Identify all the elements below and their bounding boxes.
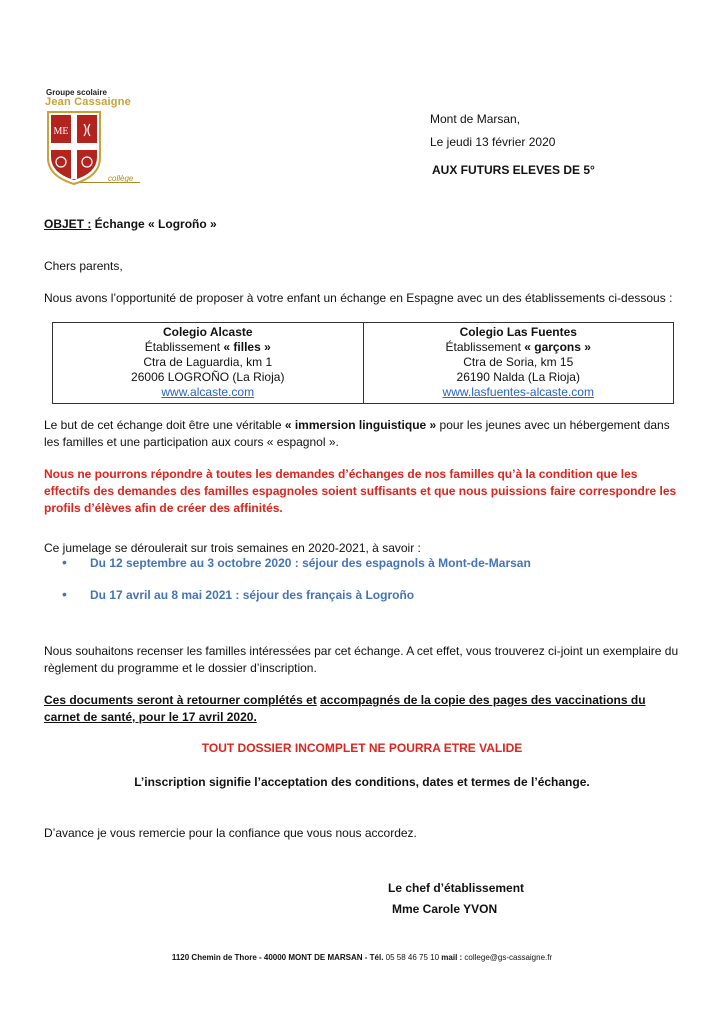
school-website-link[interactable]: www.lasfuentes-alcaste.com xyxy=(442,385,594,399)
letter-date: Le jeudi 13 février 2020 xyxy=(430,135,556,149)
census-paragraph: Nous souhaitons recenser les familles intéressées par cet échange. A cet effet, vous trouverez ci-joint un exemplaire du règlement du programme et le dossier d’inscription. xyxy=(44,644,679,675)
documents-paragraph: Ces documents seront à retourner complétés et accompagnés de la copie des pages des vaccinations du carnet de santé, pour le 17 avril 2020. xyxy=(44,693,646,724)
school-name: Colegio Las Fuentes xyxy=(459,325,577,339)
incomplete-notice: TOUT DOSSIER INCOMPLET NE POURRA ETRE VALIDE xyxy=(201,741,523,755)
subject-label: OBJET : xyxy=(44,217,92,231)
school-city: 26190 Nalda (La Rioja) xyxy=(456,370,580,384)
logo-college-label: collège xyxy=(108,174,134,183)
signature-name: Mme Carole YVON xyxy=(392,902,498,916)
footer-contact: 1120 Chemin de Thore - 40000 MONT DE MARSAN - Tél. 05 58 46 75 10 mail : college@gs-cassaigne.fr xyxy=(171,953,553,962)
schedule-item: Du 12 septembre au 3 octobre 2020 : séjour des espagnols à Mont-de-Marsan xyxy=(90,556,531,570)
acceptance-statement: L’inscription signifie l’acceptation des conditions, dates et termes de l’échange. xyxy=(134,775,590,789)
school-cell xyxy=(363,323,674,404)
school-website-link[interactable]: www.alcaste.com xyxy=(161,385,255,399)
school-type: Établissement « filles » xyxy=(144,340,271,354)
school-road: Ctra de Laguardia, km 1 xyxy=(143,355,273,369)
greeting: Chers parents, xyxy=(44,259,123,273)
logo-group-label: Groupe scolaire xyxy=(46,88,107,97)
thanks-paragraph: D’avance je vous remercie pour la confiance que vous nous accordez. xyxy=(44,826,417,840)
table-row xyxy=(53,323,674,404)
intro-paragraph: Nous avons l’opportunité de proposer à votre enfant un échange en Espagne avec un des établissements ci-dessous : xyxy=(44,291,673,305)
schedule-intro: Ce jumelage se déroulerait sur trois semaines en 2020-2021, à savoir : xyxy=(44,541,421,555)
school-type: Établissement « garçons » xyxy=(445,340,591,354)
schedule-item: Du 17 avril au 8 mai 2021 : séjour des français à Logroño xyxy=(90,588,415,602)
school-shield-logo xyxy=(46,110,102,186)
footer-email: college@gs-cassaigne.fr xyxy=(462,953,553,962)
signature-title: Le chef d’établissement xyxy=(388,881,525,895)
school-city: 26006 LOGROÑO (La Rioja) xyxy=(131,370,285,384)
logo-school-name: Jean Cassaigne xyxy=(45,96,131,108)
bullet-icon: • xyxy=(62,554,67,570)
letter-place: Mont de Marsan, xyxy=(430,112,521,126)
schools-table xyxy=(52,322,674,404)
school-road: Ctra de Soria, km 15 xyxy=(463,355,574,369)
letter-recipients: AUX FUTURS ELEVES DE 5° xyxy=(432,163,595,177)
school-cell xyxy=(53,323,364,404)
shield-letters: ME xyxy=(53,126,69,137)
subject-text: Échange « Logroño » xyxy=(91,217,217,231)
goal-paragraph: Le but de cet échange doit être une véritable « immersion linguistique » pour les jeunes avec un hébergement dans les familles et une participation aux cours « espagnol ». xyxy=(44,418,670,449)
school-name: Colegio Alcaste xyxy=(162,325,253,339)
bullet-icon: • xyxy=(62,586,67,602)
letter-subject xyxy=(44,217,217,231)
warning-paragraph: Nous ne pourrons répondre à toutes les demandes d’échanges de nos familles qu’à la condition que les effectifs des demandes des familles espagnoles soient suffisants et que nous puissions faire correspondre les profils d’élèves afin de créer des affinités. xyxy=(44,467,677,515)
